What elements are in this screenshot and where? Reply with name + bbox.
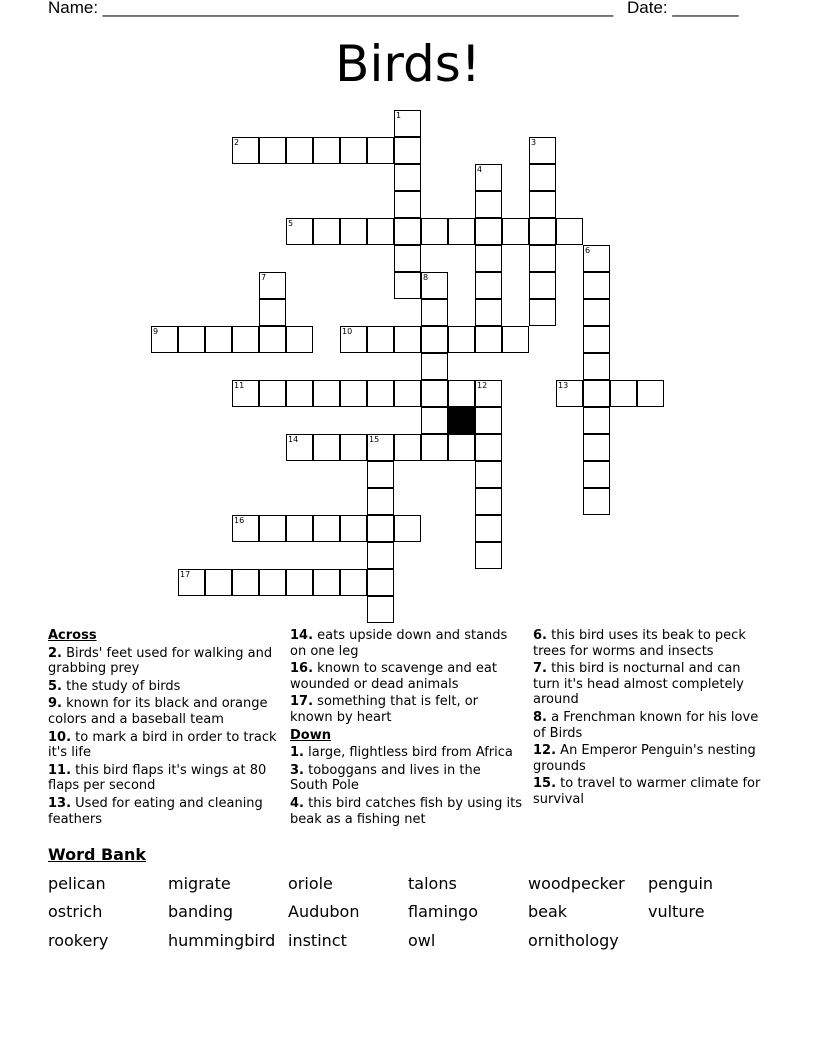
crossword-cell[interactable] [232, 569, 259, 596]
clues-column-2 [290, 628, 522, 829]
cell-number: 17 [180, 570, 191, 579]
crossword-cell[interactable] [421, 326, 448, 353]
clue-text: eats upside down and stands on one leg [290, 628, 508, 659]
crossword-cell[interactable] [394, 245, 421, 272]
crossword-cell[interactable] [367, 326, 394, 353]
clue-number: 16. [290, 661, 314, 677]
clue-number: 7. [533, 661, 547, 677]
crossword-cell[interactable] [394, 164, 421, 191]
word-bank-word: Audubon [288, 902, 360, 921]
crossword-cell[interactable] [421, 434, 448, 461]
word-bank-word: banding [168, 902, 233, 921]
clue-text: large, flightless bird from Africa [308, 745, 513, 761]
clue-down-6 [533, 628, 769, 659]
cell-number: 13 [558, 381, 569, 390]
clue-across-16 [290, 661, 522, 692]
clue-number: 11. [48, 762, 72, 778]
crossword-cell[interactable] [367, 380, 394, 407]
crossword-cell[interactable] [367, 542, 394, 569]
crossword-cell[interactable] [151, 326, 178, 353]
crossword-cell[interactable] [529, 164, 556, 191]
crossword-cell[interactable] [394, 380, 421, 407]
clue-number: 5. [48, 678, 62, 694]
crossword-cell[interactable] [367, 569, 394, 596]
crossword-cell[interactable] [340, 434, 367, 461]
clues-column-1 [48, 628, 284, 829]
crossword-cell[interactable] [313, 434, 340, 461]
cell-number: 10 [342, 327, 353, 336]
clue-number: 14. [290, 628, 314, 643]
crossword-cell[interactable] [259, 137, 286, 164]
clue-down-7 [533, 661, 769, 708]
crossword-cell[interactable] [178, 569, 205, 596]
clue-across-13 [48, 796, 284, 827]
crossword-cell[interactable] [583, 245, 610, 272]
crossword-cell[interactable] [286, 515, 313, 542]
crossword-cell[interactable] [475, 407, 502, 434]
crossword-cell[interactable] [259, 326, 286, 353]
clue-number: 3. [290, 762, 304, 778]
word-bank-word: oriole [288, 874, 333, 893]
crossword-cell[interactable] [394, 191, 421, 218]
clue-text: this bird flaps it's wings at 80 flaps per second [48, 762, 267, 794]
crossword-cell[interactable] [475, 542, 502, 569]
word-bank-title: Word Bank [48, 845, 147, 864]
cell-number: 8 [423, 273, 429, 282]
crossword-cell[interactable] [367, 596, 394, 623]
crossword-cell[interactable] [286, 380, 313, 407]
crossword-cell[interactable] [475, 272, 502, 299]
cell-number: 1 [396, 111, 402, 120]
crossword-cell[interactable] [232, 326, 259, 353]
word-bank-word: rookery [48, 931, 109, 950]
crossword-cell[interactable] [367, 137, 394, 164]
clue-text: this bird catches fish by using its beak as a fishing net [290, 795, 522, 827]
clue-down-3 [290, 763, 522, 794]
word-bank-word: penguin [648, 874, 714, 893]
crossword-cell[interactable] [556, 218, 583, 245]
crossword-cell[interactable] [367, 515, 394, 542]
crossword-cell[interactable] [475, 299, 502, 326]
clue-down-8 [533, 710, 769, 741]
crossword-cell[interactable] [583, 326, 610, 353]
crossword-cell[interactable] [232, 137, 259, 164]
crossword-cell[interactable] [286, 434, 313, 461]
crossword-cell[interactable] [232, 515, 259, 542]
crossword-cell[interactable] [583, 434, 610, 461]
crossword-cell[interactable] [286, 569, 313, 596]
crossword-cell[interactable] [421, 299, 448, 326]
crossword-cell[interactable] [259, 380, 286, 407]
word-bank-word: owl [408, 931, 436, 950]
clue-text: Used for eating and cleaning feathers [48, 795, 263, 827]
clue-number: 4. [290, 795, 304, 811]
clue-number: 2. [48, 645, 62, 661]
clue-down-15 [533, 776, 769, 807]
cell-number: 9 [153, 327, 159, 336]
crossword-cell[interactable] [475, 380, 502, 407]
crossword-cell[interactable] [448, 218, 475, 245]
crossword-cell[interactable] [313, 137, 340, 164]
clue-text: something that is felt, or known by heart [290, 694, 479, 725]
crossword-cell[interactable] [583, 407, 610, 434]
crossword-cell[interactable] [529, 191, 556, 218]
cell-number: 5 [288, 219, 294, 228]
crossword-cell[interactable] [259, 272, 286, 299]
crossword-cell[interactable] [421, 380, 448, 407]
crossword-cell[interactable] [421, 218, 448, 245]
crossword-cell[interactable] [367, 218, 394, 245]
crossword-cell[interactable] [286, 218, 313, 245]
crossword-cell[interactable] [340, 326, 367, 353]
cell-number: 12 [477, 381, 488, 390]
cell-number: 14 [288, 435, 299, 444]
crossword-cell[interactable] [475, 191, 502, 218]
crossword-cell[interactable] [529, 245, 556, 272]
crossword-cell[interactable] [367, 461, 394, 488]
crossword-cell[interactable] [313, 380, 340, 407]
word-bank-word: woodpecker [528, 874, 625, 893]
clue-across-10 [48, 730, 284, 761]
crossword-cell[interactable] [583, 272, 610, 299]
across-heading: Across [48, 628, 97, 643]
crossword-cell[interactable] [502, 326, 529, 353]
cell-number: 16 [234, 516, 245, 525]
crossword-cell[interactable] [394, 137, 421, 164]
clue-text: to mark a bird in order to track it's life [48, 729, 277, 761]
clue-number: 9. [48, 696, 62, 712]
crossword-cell[interactable] [610, 380, 637, 407]
crossword-cell[interactable] [394, 110, 421, 137]
clue-text: known to scavenge and eat wounded or dead animals [290, 661, 497, 692]
clue-text: An Emperor Penguin's nesting grounds [533, 743, 756, 774]
clue-number: 10. [48, 729, 72, 745]
clue-number: 12. [533, 743, 557, 759]
name-label: Name: ______________________________________________________ [48, 0, 614, 17]
crossword-cell[interactable] [475, 245, 502, 272]
word-bank-word: flamingo [408, 902, 478, 921]
clues-column-3 [533, 628, 769, 810]
clue-across-5 [48, 679, 284, 695]
crossword-cell[interactable] [475, 515, 502, 542]
word-bank-word: hummingbird [168, 931, 276, 950]
crossword-cell[interactable] [259, 569, 286, 596]
cell-number: 11 [234, 381, 245, 390]
clue-text: known for its black and orange colors and a baseball team [48, 696, 268, 727]
clue-text: Birds' feet used for walking and grabbing prey [48, 645, 273, 677]
crossword-cell[interactable] [529, 218, 556, 245]
crossword-cell[interactable] [394, 515, 421, 542]
crossword-cell[interactable] [475, 434, 502, 461]
clue-across-9 [48, 696, 284, 727]
crossword-cell[interactable] [583, 299, 610, 326]
page-title: Birds! [335, 35, 481, 93]
crossword-cell[interactable] [421, 272, 448, 299]
crossword-cell[interactable] [421, 407, 448, 434]
clue-text: this bird is nocturnal and can turn it's head almost completely around [533, 661, 744, 708]
crossword-cell[interactable] [259, 299, 286, 326]
clue-number: 17. [290, 694, 314, 710]
crossword-cell[interactable] [394, 272, 421, 299]
word-bank-word: vulture [648, 902, 705, 921]
crossword-cell[interactable] [286, 326, 313, 353]
word-bank-word: migrate [168, 874, 231, 893]
crossword-cell[interactable] [583, 461, 610, 488]
crossword-cell[interactable] [475, 218, 502, 245]
crossword-cell[interactable] [583, 353, 610, 380]
clue-text: a Frenchman known for his love of Birds [533, 709, 759, 741]
clue-text: to travel to warmer climate for survival [533, 776, 761, 807]
clue-down-1 [290, 745, 522, 761]
crossword-cell[interactable] [637, 380, 664, 407]
crossword-cell[interactable] [475, 488, 502, 515]
crossword-cell[interactable] [475, 326, 502, 353]
clue-across-17 [290, 694, 522, 725]
word-bank-word: ostrich [48, 902, 103, 921]
date-label: Date: _______ [627, 0, 739, 17]
crossword-cell[interactable] [259, 515, 286, 542]
crossword-cell[interactable] [475, 164, 502, 191]
down-heading: Down [290, 727, 331, 743]
crossword-cell[interactable] [583, 488, 610, 515]
crossword-cell[interactable] [367, 434, 394, 461]
black-square [448, 407, 475, 434]
crossword-cell[interactable] [583, 380, 610, 407]
crossword-cell[interactable] [448, 434, 475, 461]
crossword-cell[interactable] [502, 218, 529, 245]
crossword-cell[interactable] [556, 380, 583, 407]
crossword-cell[interactable] [448, 326, 475, 353]
clue-number: 8. [533, 709, 547, 725]
crossword-cell[interactable] [475, 461, 502, 488]
crossword-cell[interactable] [232, 380, 259, 407]
crossword-cell[interactable] [340, 569, 367, 596]
cell-number: 6 [585, 246, 591, 255]
crossword-cell[interactable] [340, 218, 367, 245]
cell-number: 15 [369, 435, 380, 444]
cell-number: 7 [261, 273, 267, 282]
clue-text: this bird uses its beak to peck trees for worms and insects [533, 628, 746, 659]
crossword-cell[interactable] [529, 299, 556, 326]
crossword-cell[interactable] [340, 515, 367, 542]
clue-number: 1. [290, 745, 304, 761]
crossword-cell[interactable] [340, 137, 367, 164]
cell-number: 4 [477, 165, 483, 174]
clue-down-4 [290, 796, 522, 827]
clue-number: 15. [533, 776, 557, 792]
crossword-cell[interactable] [205, 326, 232, 353]
word-bank-word: instinct [288, 931, 347, 950]
crossword-cell[interactable] [313, 569, 340, 596]
cell-number: 2 [234, 138, 240, 147]
word-bank-word: talons [408, 874, 457, 893]
crossword-cell[interactable] [421, 353, 448, 380]
clue-text: the study of birds [66, 678, 181, 694]
crossword-cell[interactable] [529, 137, 556, 164]
clue-number: 13. [48, 795, 72, 811]
crossword-cell[interactable] [205, 569, 232, 596]
crossword-cell[interactable] [286, 137, 313, 164]
word-bank-word: beak [528, 902, 568, 921]
crossword-cell[interactable] [529, 272, 556, 299]
clue-text: toboggans and lives in the South Pole [290, 762, 481, 794]
clue-across-11 [48, 763, 284, 794]
clue-across-14 [290, 628, 522, 659]
crossword-cell[interactable] [448, 380, 475, 407]
crossword-cell[interactable] [340, 380, 367, 407]
crossword-cell[interactable] [313, 218, 340, 245]
crossword-cell[interactable] [394, 434, 421, 461]
clue-number: 6. [533, 628, 547, 643]
word-bank-word: pelican [48, 874, 106, 893]
clue-down-12 [533, 743, 769, 774]
word-bank-word: ornithology [528, 931, 619, 950]
cell-number: 3 [531, 138, 537, 147]
clue-across-2 [48, 646, 284, 677]
crossword-cell[interactable] [178, 326, 205, 353]
crossword-cell[interactable] [394, 326, 421, 353]
crossword-cell[interactable] [367, 488, 394, 515]
crossword-cell[interactable] [313, 515, 340, 542]
crossword-cell[interactable] [394, 218, 421, 245]
